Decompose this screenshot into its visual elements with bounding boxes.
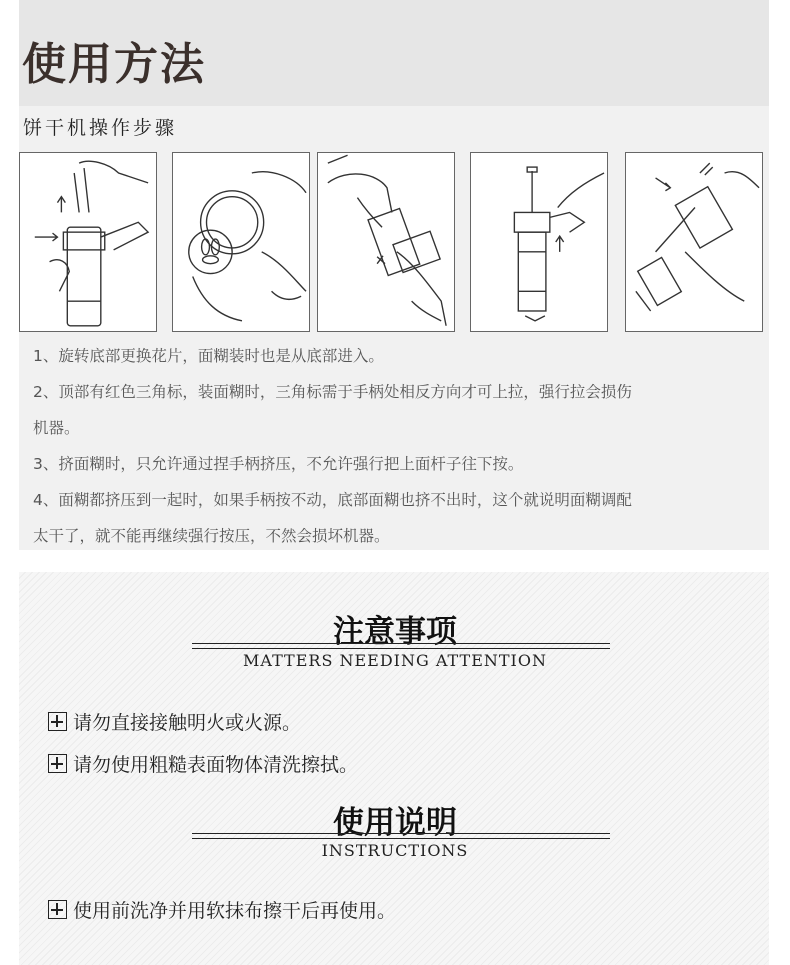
step-line: 1、旋转底部更换花片，面糊装时也是从底部进入。 <box>33 347 384 365</box>
step-squeeze-handle-illustration <box>470 152 608 332</box>
plus-box-icon <box>48 712 67 731</box>
step-change-disc-illustration <box>172 152 310 332</box>
instructions-item <box>48 896 396 923</box>
plus-box-icon <box>48 900 67 919</box>
step-line: 太干了，就不能再继续强行按压，不然会损坏机器。 <box>33 527 390 545</box>
attention-divider <box>192 643 610 649</box>
instructions-title: 使用说明 <box>333 805 457 841</box>
attention-item <box>48 708 301 735</box>
step-line: 4、面糊都挤压到一起时，如果手柄按不动，底部面糊也挤不出时，这个就说明面糊调配 <box>33 491 632 509</box>
plus-box-icon <box>48 754 67 773</box>
attention-item-text: 请勿直接接触明火或火源。 <box>73 712 302 734</box>
instructions-subtitle: INSTRUCTIONS <box>321 841 469 860</box>
step-load-dough-illustration <box>317 152 455 332</box>
step-rotate-bottom-illustration <box>19 152 157 332</box>
step-line: 机器。 <box>33 419 80 437</box>
step-line: 3、挤面糊时，只允许通过捏手柄挤压，不允许强行把上面杆子往下按。 <box>33 455 524 473</box>
step-illustrations <box>19 152 769 334</box>
attention-subtitle: MATTERS NEEDING ATTENTION <box>243 651 547 670</box>
step-instructions <box>33 338 763 554</box>
step-press-illustration <box>625 152 763 332</box>
step-line: 2、顶部有红色三角标，装面糊时，三角标需于手柄处相反方向才可上拉，强行拉会损伤 <box>33 383 632 401</box>
page-title: 使用方法 <box>22 39 206 90</box>
steps-subtitle: 饼干机操作步骤 <box>23 117 178 139</box>
instructions-divider <box>192 833 610 839</box>
attention-title: 注意事项 <box>333 614 457 650</box>
instructions-item-text: 使用前洗净并用软抹布擦干后再使用。 <box>73 900 397 922</box>
attention-item-text: 请勿使用粗糙表面物体清洗擦拭。 <box>73 754 359 776</box>
attention-item <box>48 750 358 777</box>
